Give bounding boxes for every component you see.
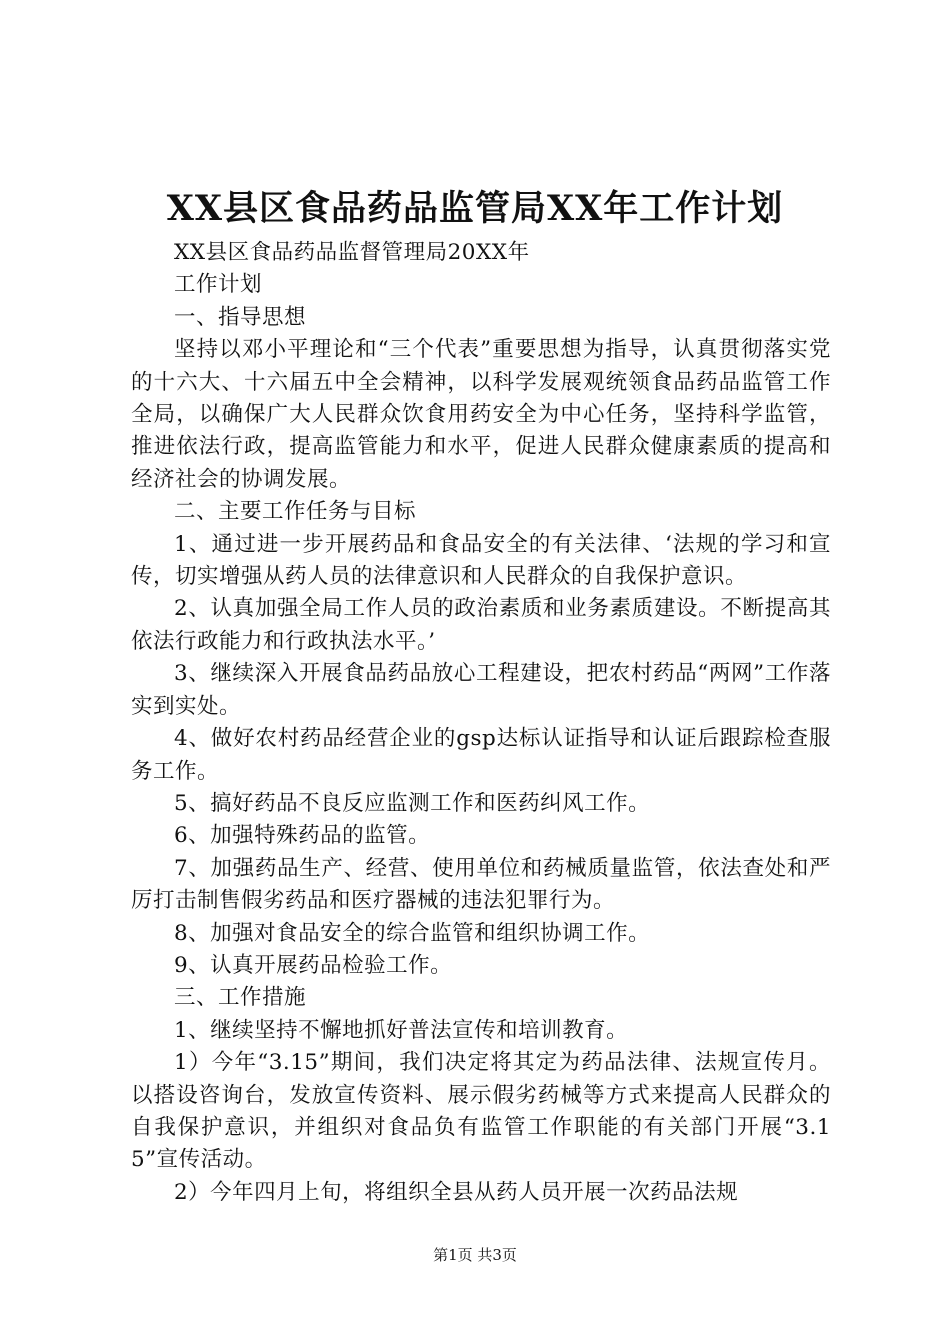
page-footer: 第1页 共3页 xyxy=(433,1246,517,1264)
list-item: 1、继续坚持不懈地抓好普法宣传和培训教育。 xyxy=(174,1017,629,1043)
paragraph: XX县区食品药品监督管理局20XX年 xyxy=(174,240,530,265)
list-item: 2、认真加强全局工作人员的政治素质和业务素质建设。不断提高其依法行政能力和行政执法水平。’ xyxy=(131,596,831,654)
paragraph: 工作计划 xyxy=(174,272,263,298)
section-heading: 三、工作措施 xyxy=(174,985,307,1011)
section-heading: 一、指导思想 xyxy=(174,304,307,330)
section-heading: 二、主要工作任务与目标 xyxy=(174,499,417,525)
list-item: 9、认真开展药品检验工作。 xyxy=(174,952,453,978)
list-item: 8、加强对食品安全的综合监管和组织协调工作。 xyxy=(174,920,651,946)
list-item: 7、加强药品生产、经营、使用单位和药械质量监管，依法查处和严厉打击制售假劣药品和医疗器械的违法犯罪行为。 xyxy=(131,855,831,914)
paragraph: 坚持以邓小平理论和“三个代表”重要思想为指导，认真贯彻落实党的十六大、十六届五中全会精神，以科学发展观统领食品药品监管工作全局，以确保广大人民群众饮食用药安全为中心任务，坚持科学监管，推进依法行政，提高监管能力和水平，促进人民群众健康素质的提高和经济社会的协调发展。 xyxy=(131,337,831,492)
document-title: XX县区食品药品监管局XX年工作计划 xyxy=(166,188,784,229)
list-item: 3、继续深入开展食品药品放心工程建设，把农村药品“两网”工作落实到实处。 xyxy=(131,661,831,719)
list-item: 4、做好农村药品经营企业的gsp达标认证指导和认证后跟踪检查服务工作。 xyxy=(131,726,831,784)
list-item: 2）今年四月上旬，将组织全县从药人员开展一次药品法规 xyxy=(174,1179,739,1205)
list-item: 1、通过进一步开展药品和食品安全的有关法律、‘法规的学习和宣传，切实增强从药人员的法律意识和人民群众的自我保护意识。 xyxy=(131,531,831,590)
document-body xyxy=(131,237,831,1209)
list-item: 5、搞好药品不良反应监测工作和医药纠风工作。 xyxy=(174,790,651,816)
list-item: 1）今年“3.15”期间，我们决定将其定为药品法律、法规宣传月。以搭设咨询台，发放宣传资料、展示假劣药械等方式来提高人民群众的自我保护意识，并组织对食品负有监管工作职能的有关部门开展“3.15”宣传活动。 xyxy=(131,1050,831,1173)
list-item: 6、加强特殊药品的监管。 xyxy=(174,823,431,849)
